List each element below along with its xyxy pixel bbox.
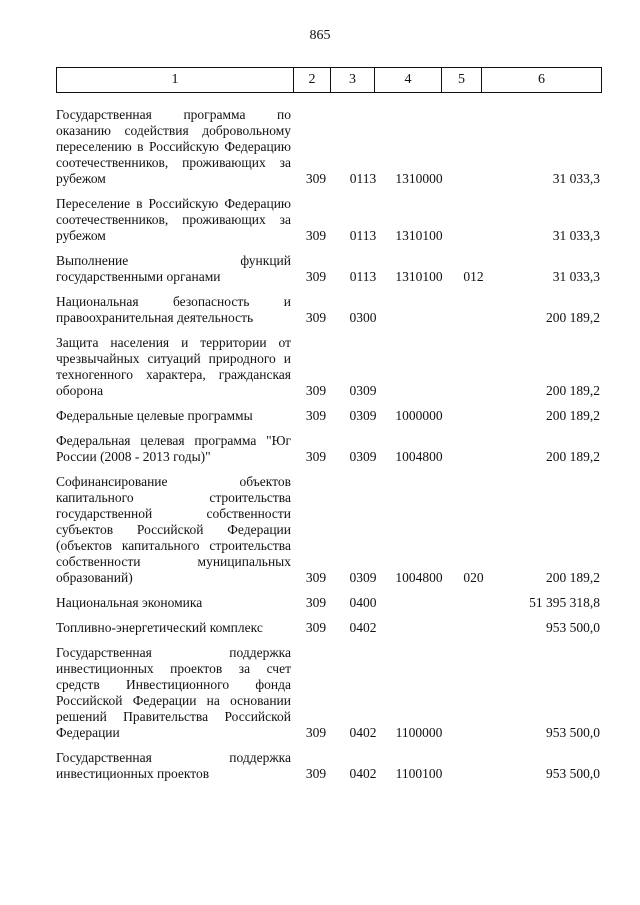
table-cell-col-2: 309 [305, 269, 327, 284]
budget-table-body [56, 107, 600, 791]
column-header-1: 1 [57, 68, 294, 93]
table-cell-col-2: 309 [305, 383, 327, 398]
column-header-4: 4 [375, 68, 442, 93]
table-cell-col-2: 309 [305, 228, 327, 243]
page-number: 865 [309, 28, 331, 43]
table-cell-col-4: 1100100 [395, 766, 443, 781]
table-cell-row-name: Софинансирование объектов капитального строительства государственной собственности субъектов Российской Федерации (объектов капитального строительства собственности муниципальных образований) [56, 474, 291, 585]
table-cell-col-4: 1310000 [395, 171, 443, 186]
table-row [56, 474, 600, 586]
table-cell-col-2: 309 [305, 408, 327, 423]
table-row [56, 196, 600, 244]
table-cell-col-3: 0309 [349, 383, 377, 398]
column-header-row [57, 68, 602, 93]
table-row [56, 620, 600, 636]
table-row [56, 294, 600, 326]
table-cell-row-name: Топливно-энергетический комплекс [56, 620, 263, 635]
table-row [56, 595, 600, 611]
table-cell-row-name: Защита населения и территории от чрезвычайных ситуаций природного и техногенного характера, гражданская оборона [56, 335, 291, 398]
table-row [56, 645, 600, 741]
table-row [56, 433, 600, 465]
table-cell-amount: 953 500,0 [546, 766, 600, 781]
column-header-5: 5 [442, 68, 482, 93]
table-cell-row-name: Национальная экономика [56, 595, 203, 610]
table-cell-col-2: 309 [305, 595, 327, 610]
table-cell-col-4: 1000000 [395, 408, 443, 423]
table-cell-col-3: 0113 [349, 269, 377, 284]
table-cell-amount: 200 189,2 [546, 570, 600, 585]
table-cell-col-2: 309 [305, 620, 327, 635]
table-cell-amount: 200 189,2 [546, 408, 600, 423]
table-cell-col-4: 1310100 [395, 269, 443, 284]
table-cell-col-2: 309 [305, 171, 327, 186]
table-cell-col-3: 0113 [349, 171, 377, 186]
table-cell-col-3: 0113 [349, 228, 377, 243]
table-row [56, 335, 600, 399]
table-cell-amount: 200 189,2 [546, 449, 600, 464]
table-cell-amount: 200 189,2 [546, 383, 600, 398]
table-cell-row-name: Федеральные целевые программы [56, 408, 253, 423]
table-cell-col-5: 020 [463, 570, 484, 585]
table-cell-col-2: 309 [305, 310, 327, 325]
table-cell-col-2: 309 [305, 766, 327, 781]
table-cell-row-name: Государственная программа по оказанию содействия добровольному переселению в Российскую Федерацию соотечественников, проживающих за рубежом [56, 107, 291, 186]
column-header-3: 3 [331, 68, 375, 93]
table-cell-col-3: 0309 [349, 570, 377, 585]
table-row [56, 253, 600, 285]
table-cell-row-name: Федеральная целевая программа "Юг России (2008 - 2013 годы)" [56, 433, 291, 464]
table-cell-col-4: 1004800 [395, 449, 443, 464]
column-header-table [56, 67, 602, 93]
table-cell-row-name: Выполнение функций государственными органами [56, 253, 291, 284]
table-cell-col-3: 0402 [349, 766, 377, 781]
table-cell-row-name: Государственная поддержка инвестиционных проектов [56, 750, 291, 781]
table-cell-amount: 31 033,3 [552, 228, 600, 243]
table-cell-col-4: 1100000 [395, 725, 443, 740]
column-header-6: 6 [482, 68, 602, 93]
table-cell-row-name: Национальная безопасность и правоохранительная деятельность [56, 294, 291, 325]
column-header-2: 2 [294, 68, 331, 93]
table-row [56, 750, 600, 782]
table-cell-row-name: Государственная поддержка инвестиционных проектов за счет средств Инвестиционного фонда Российской Федерации на основании решений Правительства Российской Федерации [56, 645, 291, 740]
table-cell-amount: 31 033,3 [552, 171, 600, 186]
table-row [56, 408, 600, 424]
table-cell-col-3: 0402 [349, 725, 377, 740]
table-cell-col-2: 309 [305, 725, 327, 740]
table-cell-amount: 200 189,2 [546, 310, 600, 325]
table-cell-col-4: 1004800 [395, 570, 443, 585]
table-cell-amount: 31 033,3 [552, 269, 600, 284]
table-cell-amount: 51 395 318,8 [529, 595, 600, 610]
table-cell-col-2: 309 [305, 449, 327, 464]
table-cell-amount: 953 500,0 [546, 725, 600, 740]
table-cell-col-2: 309 [305, 570, 327, 585]
table-cell-col-3: 0400 [349, 595, 377, 610]
table-cell-row-name: Переселение в Российскую Федерацию соотечественников, проживающих за рубежом [56, 196, 291, 243]
table-cell-col-4: 1310100 [395, 228, 443, 243]
table-cell-col-3: 0300 [349, 310, 377, 325]
table-cell-col-3: 0309 [349, 449, 377, 464]
table-cell-col-3: 0309 [349, 408, 377, 423]
table-row [56, 107, 600, 187]
table-cell-col-5: 012 [463, 269, 484, 284]
table-cell-amount: 953 500,0 [546, 620, 600, 635]
table-cell-col-3: 0402 [349, 620, 377, 635]
